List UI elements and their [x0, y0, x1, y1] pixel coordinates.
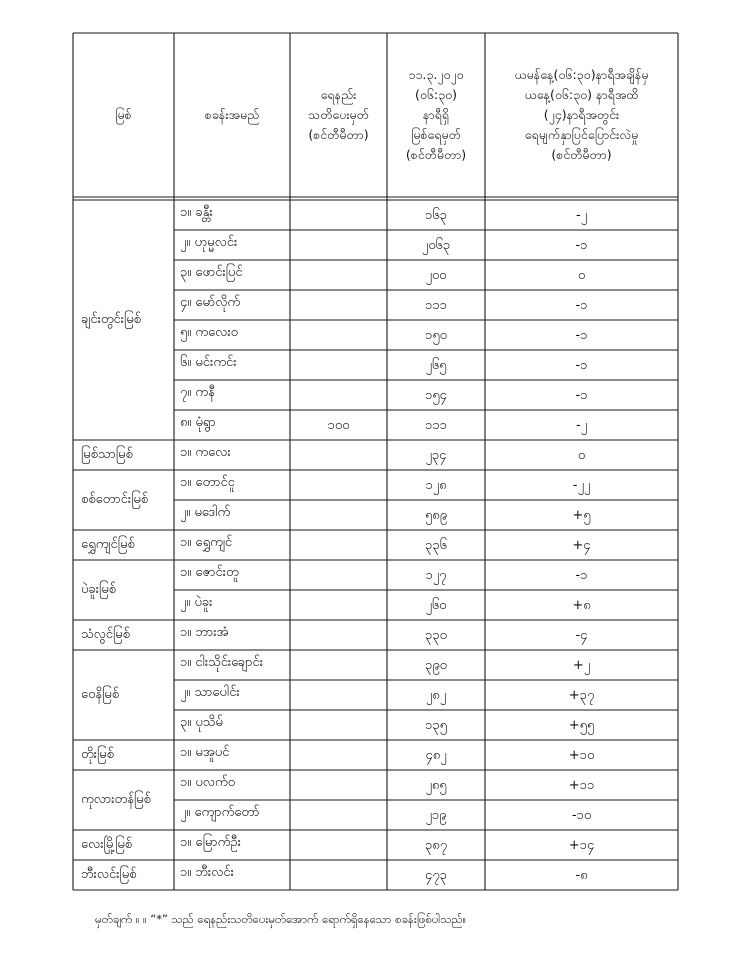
level-change-value: -၂ [575, 208, 588, 223]
header-change-line: (၂၄)နာရီအတွင်း [543, 107, 620, 122]
header-danger-level-line: သတိပေးမှတ် [308, 107, 369, 122]
water-level-value: ၄၇၃ [425, 868, 447, 883]
station-name: ၁။ ဇောင်းတူ [180, 565, 239, 580]
header-change [485, 33, 678, 197]
header-current-level-line: မြစ်ရေမှတ် [411, 127, 461, 142]
level-change-value: +၃၇ [568, 688, 595, 703]
water-level-value: ၃၃၆ [425, 538, 447, 553]
station-name: ၇။ ကနီ [180, 385, 215, 400]
river-name: ချင်းတွင်းမြစ် [81, 311, 141, 327]
level-change-value: +၄ [572, 538, 591, 553]
station-name: ၈။ မုံရွာ [180, 415, 216, 430]
station-name: ၁။ ရွှေကျင် [180, 535, 233, 550]
header-current-level [387, 33, 485, 197]
water-level-value: ၂၃၄ [425, 448, 447, 463]
level-change-value: -၁ [575, 238, 588, 253]
water-level-value: ၂၀၀ [425, 268, 447, 283]
station-name: ၁။ မြောက်ဦး [180, 835, 241, 850]
water-level-value: ၁၂၇ [425, 568, 447, 583]
header-current-level-line: နာရီရှိ [423, 107, 449, 122]
station-name: ၂။ ကျောက်တော် [180, 805, 260, 820]
river-name: ဘီးလင်းမြစ် [81, 866, 137, 882]
water-level-value: ၅၈၉ [424, 508, 448, 523]
station-name: ၂။ မဒေါက် [180, 505, 231, 520]
station-name: ၂။ သာပေါင်း [180, 685, 240, 700]
level-change-value: -၂ [575, 418, 588, 433]
water-level-value: ၂၈၂ [425, 688, 447, 703]
level-change-value: +၁၄ [568, 838, 595, 853]
water-level-value: ၁၆၃ [425, 208, 447, 223]
water-level-value: ၂၁၉ [425, 808, 447, 823]
station-name: ၂။ ဟုမ္မလင်း [180, 235, 238, 250]
level-change-value: +၁၁ [568, 778, 595, 793]
water-level-value: ၁၁၁ [425, 298, 447, 313]
station-name: ၆။ မင်းကင်း [180, 355, 237, 370]
water-level-value: ၁၃၅ [425, 718, 447, 733]
level-change-value: -၂၂ [572, 478, 591, 493]
header-current-level-line: (၀၆:၃၀) [414, 87, 458, 102]
header-station [174, 33, 290, 197]
water-level-value: ၂၀၆၃ [421, 238, 451, 253]
station-name: ၁။ ခန္တီး [180, 205, 213, 220]
river-name: မြစ်သာမြစ် [81, 446, 133, 462]
station-name: ၄။ မော်လိုက် [180, 295, 241, 310]
station-name: ၃။ ပုသိမ် [180, 715, 223, 730]
water-level-value: ၂၆၀ [425, 598, 447, 613]
water-level-value: ၁၅၄ [425, 388, 447, 403]
station-name: ၅။ ကလေးဝ [180, 325, 238, 340]
header-change-line: ရေမျက်နှာပြင်ပြောင်းလဲမှု [524, 127, 639, 142]
level-change-value: +၅ [572, 508, 591, 523]
level-change-value: -၈ [575, 868, 588, 883]
water-level-value: ၁၂၈ [425, 478, 447, 493]
header-current-level-line: (စင်တီမီတာ) [405, 147, 467, 162]
station-name: ၁။ ဘားအံ [180, 625, 229, 640]
level-change-value: ၀ [577, 268, 586, 283]
water-level-value: ၄၈၂ [425, 748, 447, 763]
station-name: ၂။ ပဲခူး [180, 595, 213, 610]
water-level-value: ၃၃၀ [425, 628, 447, 643]
river-name: တိုးမြစ် [81, 746, 114, 762]
header-river-text: မြစ် [115, 107, 132, 122]
station-name: ၁။ ပလက်ဝ [180, 775, 236, 790]
header-change-line: (စင်တီမီတာ) [551, 147, 612, 162]
water-level-value: ၂၆၅ [425, 358, 447, 373]
level-change-value: +၁၀ [568, 748, 595, 763]
river-name: သံလွင်မြစ် [81, 626, 130, 642]
station-name: ၁။ တောင်ငူ [180, 475, 235, 490]
water-level-value: ၃၈၇ [424, 838, 448, 853]
level-change-value: -၁ [575, 298, 588, 313]
header-river [73, 33, 174, 197]
station-name: ၃။ ဖောင်းပြင် [180, 265, 243, 280]
river-name: ရွှေကျင်မြစ် [81, 536, 135, 552]
level-change-value: ၀ [577, 448, 586, 463]
level-change-value: +၈ [572, 598, 591, 613]
river-name: ကုလားတန်မြစ် [81, 791, 151, 807]
header-danger-level-line: ရေနည်း [320, 87, 357, 102]
level-change-value: +၅၅ [568, 718, 595, 733]
header-danger-level [290, 33, 387, 197]
footnote: မှတ်ချက် ။ ။ “*” သည် ရေနည်းသတိပေးမှတ်အောက် ရောက်ရှိနေသော စခန်းဖြစ်ပါသည်။ [95, 912, 467, 926]
danger-level-value: ၁၀၀ [327, 418, 350, 433]
level-change-value: -၁ [575, 358, 588, 373]
water-level-value: ၁၅၀ [425, 328, 447, 343]
water-level-value: ၃၉၀ [425, 658, 447, 673]
header-change-line: ယနေ့(၀၆:၃၀) နာရီအထိ [524, 87, 639, 102]
level-change-value: -၁ [575, 388, 588, 403]
header-current-level-line: ၁၁.၃.၂၀၂၀ [408, 67, 464, 82]
river-name: စစ်တောင်းမြစ် [81, 491, 149, 507]
river-name: ပဲခူးမြစ် [81, 581, 116, 597]
station-name: ၁။ မအူပင် [180, 745, 230, 760]
level-change-value: -၄ [575, 628, 588, 643]
level-change-value: +၂ [572, 658, 591, 673]
header-change-line: ယမန်နေ့(၀၆:၃၀)နာရီအချိန်မှ [514, 67, 649, 82]
level-change-value: -၁၀ [571, 808, 592, 823]
water-level-value: ၁၁၁ [425, 418, 447, 433]
water-level-value: ၂၈၅ [425, 778, 447, 793]
header-danger-level-line: (စင်တီမီတာ) [308, 127, 369, 142]
level-change-value: -၁ [575, 568, 588, 583]
header-station-text: စခန်းအမည် [204, 107, 260, 122]
river-name: ဝေနိမြစ် [81, 686, 120, 702]
station-name: ၁။ ငါးသိုင်းချောင်း [180, 655, 263, 670]
station-name: ၁။ ဘီးလင်း [180, 865, 234, 880]
station-name: ၁။ ကလေး [180, 445, 231, 460]
river-name: လေးမြို့မြစ် [81, 836, 133, 852]
level-change-value: -၁ [575, 328, 588, 343]
